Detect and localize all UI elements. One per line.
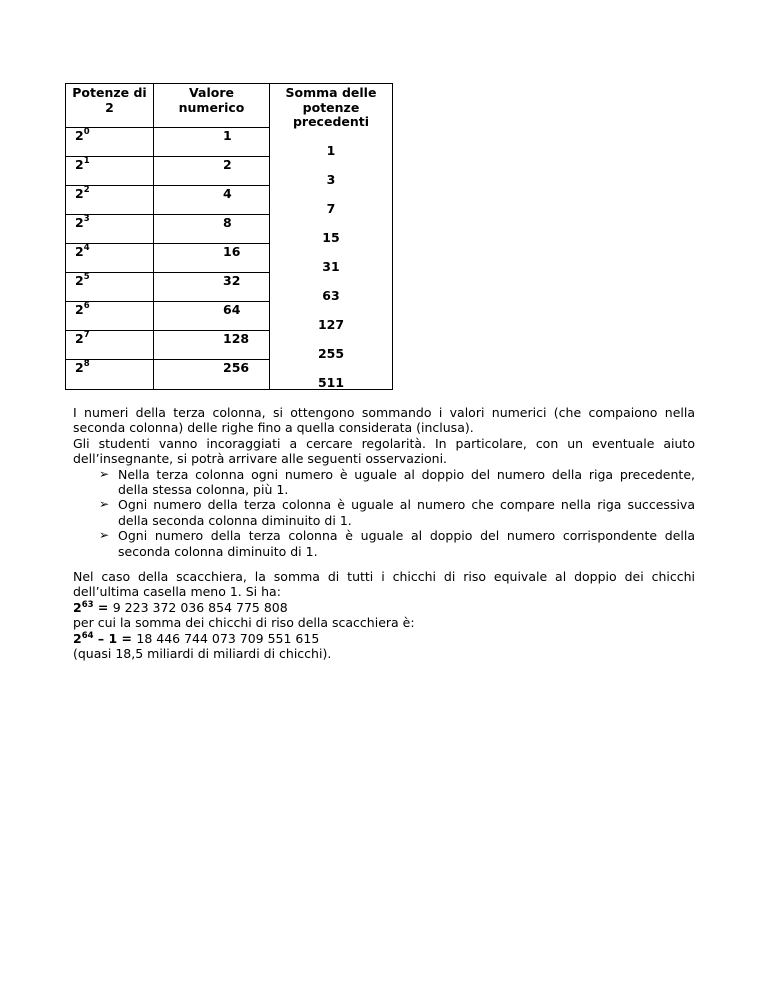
- table-column-divider: [153, 84, 154, 389]
- table-row-power: $2^6$: [75, 300, 90, 317]
- table-row-power: $2^0$: [75, 126, 90, 143]
- table-row-sum: 127: [317, 317, 345, 332]
- header-line: numerico: [178, 99, 245, 115]
- table-row-sum: 31: [322, 259, 340, 274]
- bullet-line: Ogni numero della terza colonna è uguale al doppio del numero corrispondente della: [118, 528, 695, 544]
- paragraph-line: Gli studenti vanno incoraggiati a cercare regolarità. In particolare, con un eventuale aiuto: [73, 435, 695, 451]
- bullet-line: della stessa colonna, più 1.: [118, 482, 289, 497]
- table-row-value: 64: [223, 302, 241, 317]
- table-row-divider: [66, 156, 270, 157]
- table-row-power: $2^4$: [75, 242, 90, 259]
- header-line: potenze: [302, 99, 360, 115]
- table-row-power: $2^2$: [75, 184, 90, 201]
- table-row-value: 128: [223, 331, 250, 346]
- paragraph-line: I numeri della terza colonna, si ottengono sommando i valori numerici (che compaiono nella: [73, 405, 695, 420]
- table-row-sum: 511: [317, 375, 345, 390]
- paragraph-line: seconda colonna) delle righe fino a quella considerata (inclusa).: [73, 420, 474, 436]
- table-row-power: $2^5$: [75, 271, 90, 288]
- table-row-sum: 3: [326, 172, 336, 187]
- exponent: 4: [83, 242, 90, 253]
- arrowhead-bullet-icon: ➢: [99, 528, 110, 543]
- exponent: 3: [83, 213, 90, 224]
- bullet-line: seconda colonna diminuito di 1.: [118, 543, 318, 559]
- table-row-power: $2^7$: [75, 329, 90, 346]
- exponent: 7: [83, 329, 90, 340]
- header-powers-of-two: [66, 86, 153, 115]
- paragraph-line: dell’ultima casella meno 1. Si ha:: [73, 584, 281, 600]
- paragraph-line: dell’insegnante, si potrà arrivare alle seguenti osservazioni.: [73, 451, 448, 467]
- table-row-divider: [66, 214, 270, 215]
- table-row-divider: [66, 127, 270, 128]
- table-row-power: $2^8$: [75, 358, 90, 375]
- formula-two-pow-63: $2^{63} = 9$ 223 372 036 854 775 808: [73, 599, 288, 615]
- exponent: 64: [81, 630, 94, 641]
- table-row-value: 32: [223, 273, 241, 288]
- header-line: Valore: [189, 85, 234, 100]
- exponent: 63: [81, 599, 94, 610]
- header-sum-of-previous: [270, 86, 392, 130]
- exponent: 8: [83, 358, 90, 369]
- formula-value: 18 446 744 073 709 551 615: [136, 630, 320, 646]
- formula-two-pow-64-minus-one: $2^{64} - 1 = 18$ 446 744 073 709 551 615: [73, 630, 320, 646]
- arrowhead-bullet-icon: ➢: [99, 466, 110, 481]
- exponent: 5: [83, 271, 90, 282]
- table-row-sum: 15: [322, 230, 340, 245]
- table-row-sum: 7: [326, 201, 336, 216]
- paragraph-line: Nel caso della scacchiera, la somma di tutti i chicchi di riso equivale al doppio dei chicchi: [73, 569, 695, 584]
- powers-of-two-table: [65, 83, 393, 390]
- table-row-sum: 1: [326, 143, 336, 158]
- table-row-value: 1: [223, 128, 232, 143]
- header-numeric-value: [154, 86, 269, 115]
- exponent: 2: [83, 184, 90, 195]
- bullet-line: Ogni numero della terza colonna è uguale al numero che compare nella riga successiva: [118, 497, 695, 513]
- formula-value: 9 223 372 036 854 775 808: [112, 599, 288, 615]
- exponent: 1: [83, 155, 90, 166]
- header-line: precedenti: [292, 114, 370, 129]
- table-row-divider: [66, 185, 270, 186]
- paragraph-line: per cui la somma dei chicchi di riso della scacchiera è:: [73, 615, 415, 631]
- table-row-value: 16: [223, 244, 241, 259]
- header-line: 2: [105, 99, 114, 115]
- table-row-power: $2^3$: [75, 213, 90, 230]
- bullet-line: della seconda colonna diminuito di 1.: [118, 512, 352, 528]
- table-row-value: 4: [223, 186, 232, 201]
- paragraph-line: (quasi 18,5 miliardi di miliardi di chicchi).: [73, 646, 332, 661]
- table-row-value: 8: [223, 215, 232, 230]
- exponent: 6: [83, 300, 90, 311]
- exponent: 0: [83, 126, 90, 137]
- table-row-sum: 255: [317, 346, 345, 361]
- header-line: Potenze di: [72, 85, 147, 100]
- table-row-sum: 63: [322, 288, 340, 303]
- table-row-value: 256: [223, 360, 250, 375]
- arrowhead-bullet-icon: ➢: [99, 497, 110, 512]
- bullet-line: Nella terza colonna ogni numero è uguale al doppio del numero della riga precedente,: [118, 466, 695, 482]
- header-line: Somma delle: [285, 85, 377, 100]
- table-row-value: 2: [223, 157, 232, 172]
- table-row-power: $2^1$: [75, 155, 90, 172]
